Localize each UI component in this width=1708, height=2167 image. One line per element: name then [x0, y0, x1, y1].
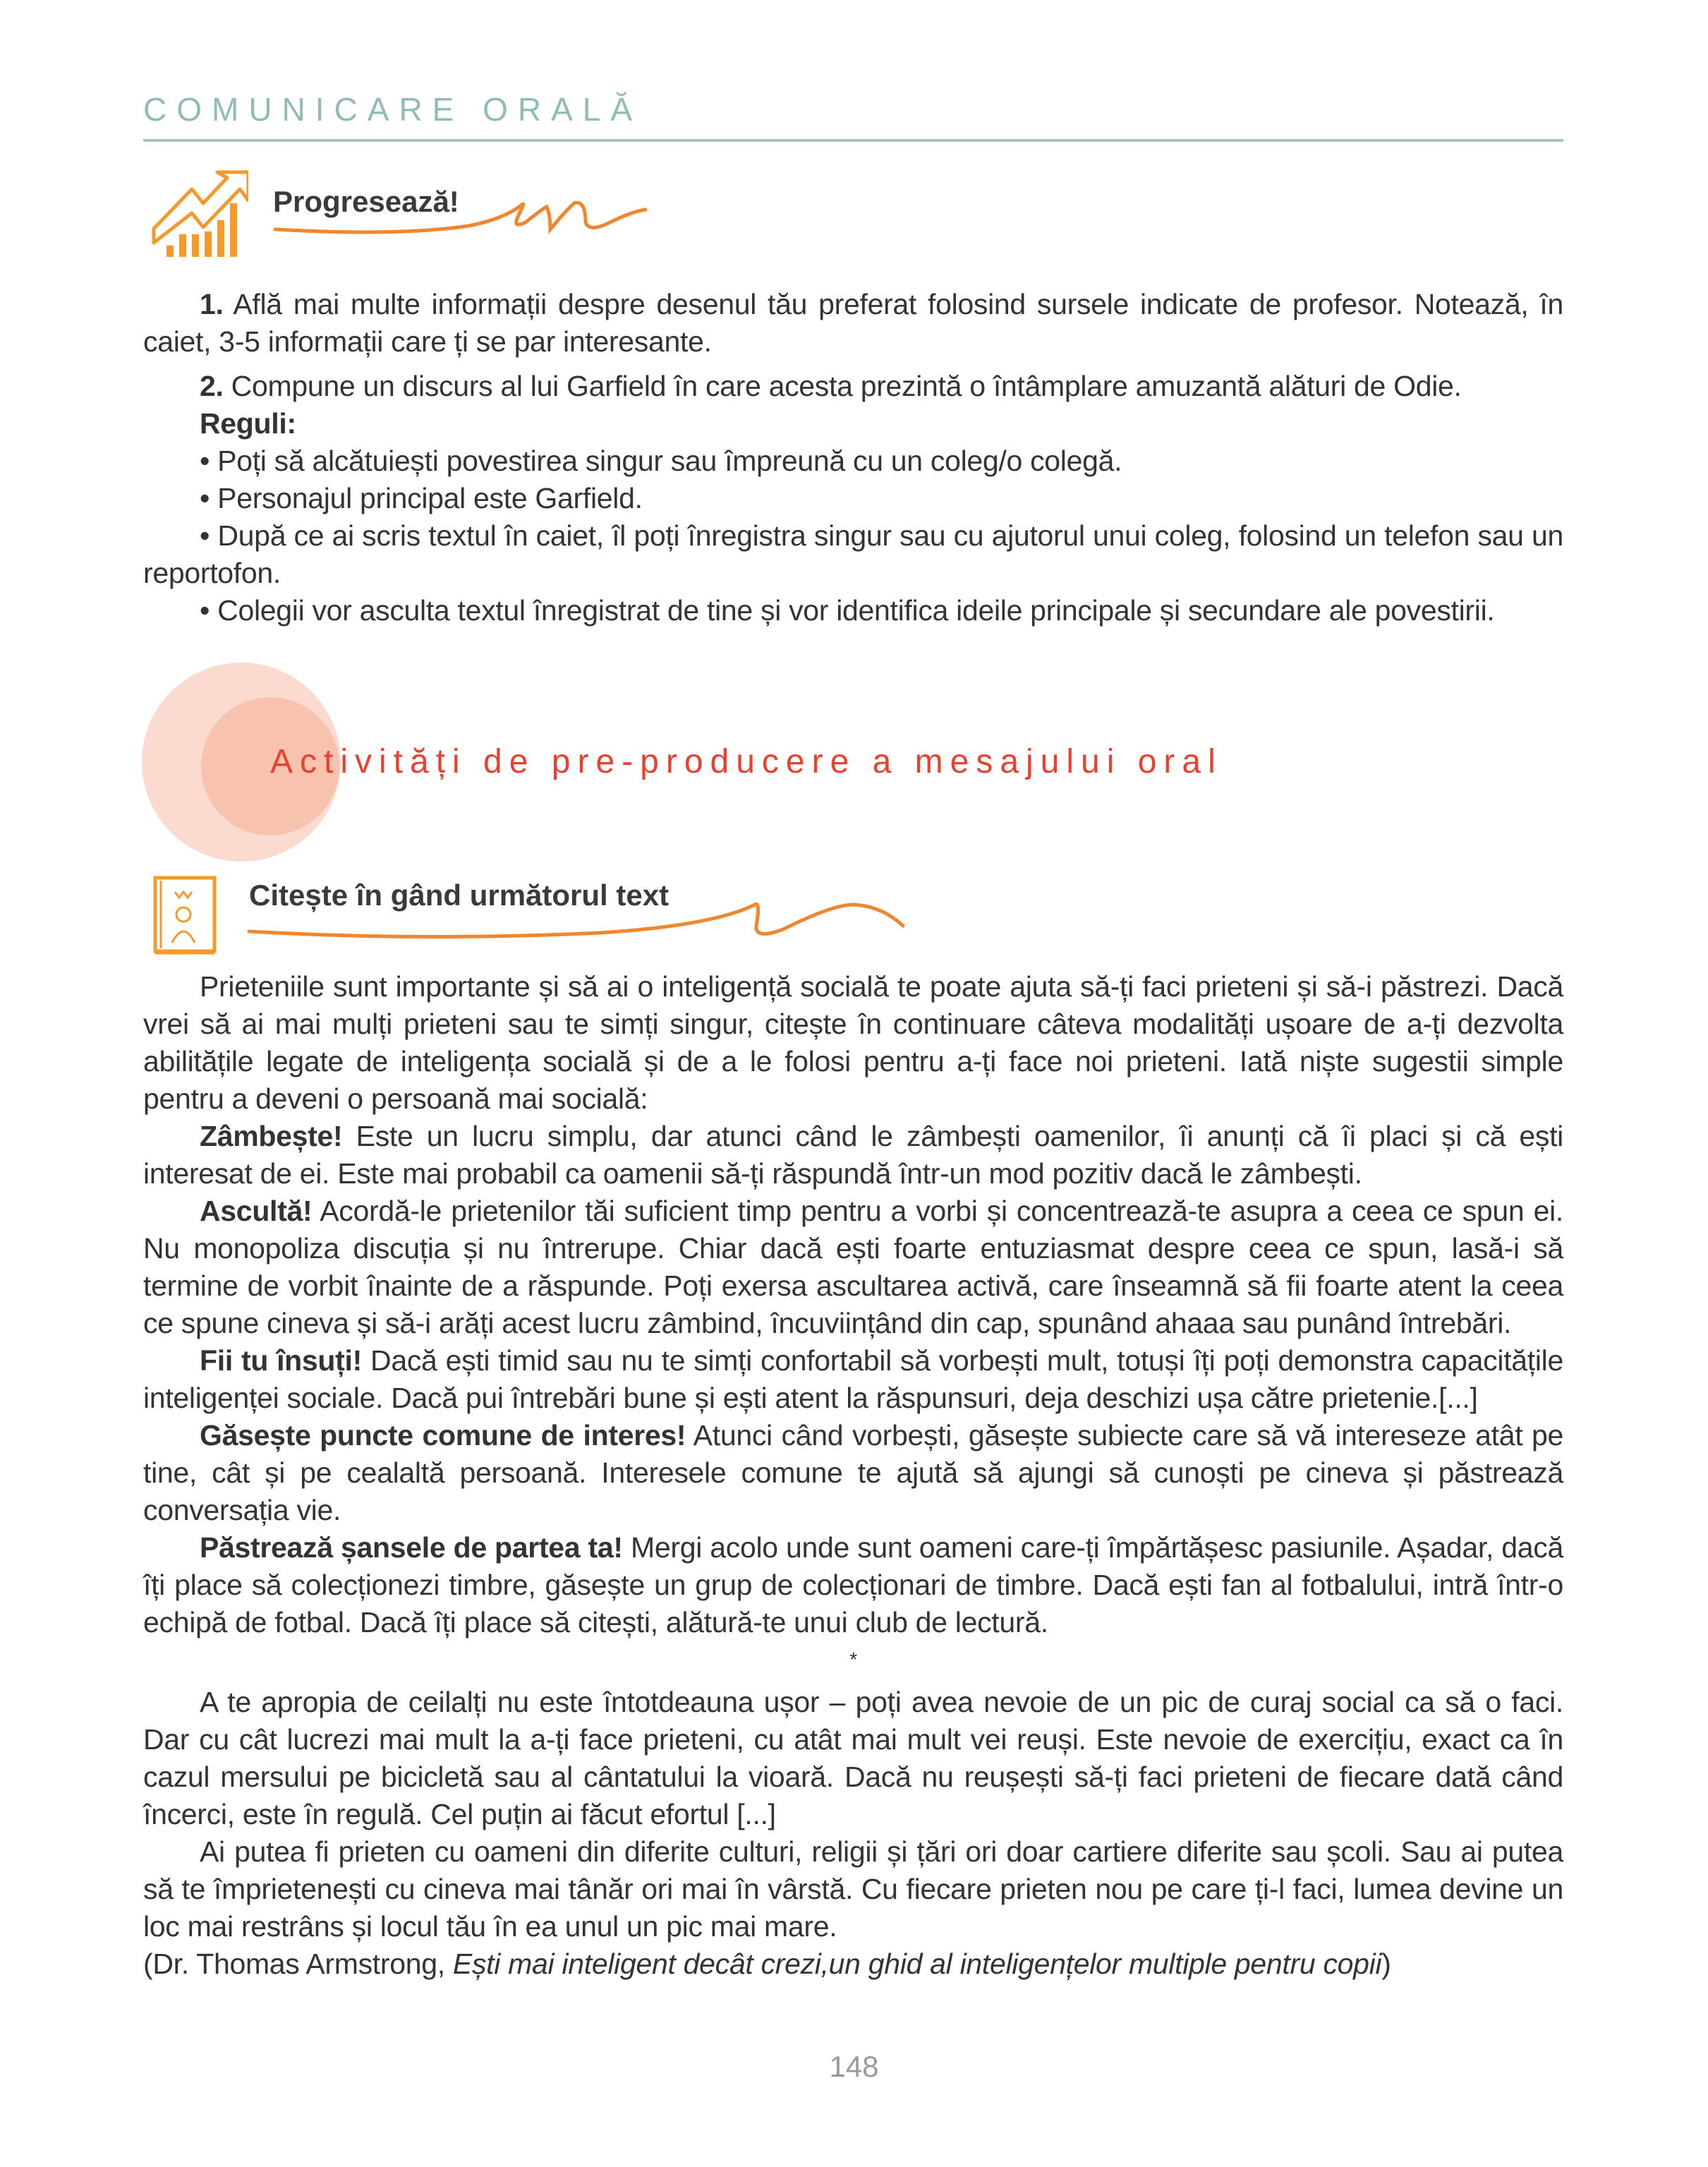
citation-close: ) [1381, 1948, 1391, 1980]
tip-lead: Ascultă! [200, 1195, 313, 1227]
task-number: 1. [200, 288, 224, 320]
task-number: 2. [200, 370, 224, 402]
progreseaza-tasks [143, 286, 1563, 629]
title-underline-swirl [247, 898, 910, 947]
section-separator: * [849, 1648, 857, 1670]
task-1 [143, 286, 1563, 361]
growth-chart-icon [150, 169, 248, 260]
rule-item: • Personajul principal este Garfield. [200, 482, 643, 514]
tip-paragraph [143, 1417, 1563, 1529]
book-icon [152, 875, 220, 957]
tip-lead: Fii tu însuți! [200, 1344, 362, 1377]
tip-lead: Zâmbește! [200, 1120, 343, 1152]
tip-text: Dacă ești timid sau nu te simți confortabil să vorbești mult, totuși îți poți demonstra capacitățile inteligenței sociale. Dacă pui întrebări bune și ești atent la răspunsuri, deja deschizi ușa către prietenie.[...] [143, 1344, 1563, 1414]
tip-text: Atunci când vorbești, găsește subiecte care să vă intereseze atât pe tine, cât și pe cealaltă persoană. Interesele comune te ajută să ajungi să cunoști pe cineva și păstrează conversația vie. [143, 1419, 1563, 1526]
outro-paragraph: Ai putea fi prieten cu oameni din diferite culturi, religii și țări ori doar cartiere diferite sau școli. Sau ai putea să te împrietenești cu cineva mai tânăr ori mai în vârstă. Cu fiecare prieten nou pe care ți-l faci, lumea devine un loc mai restrâns și locul tău în ea unul un pic mai mare. [143, 1835, 1563, 1943]
tip-text: Mergi acolo unde sunt oameni care-ți împărtășesc pasiunile. Așadar, dacă îți place să colecționezi timbre, găsește un grup de colecționari de timbre. Dacă ești fan al fotbalului, intră într-o echipă de fotbal. Dacă îți place să citești, alătură-te unui club de lectură. [143, 1531, 1564, 1638]
tip-paragraph [143, 1118, 1563, 1193]
rules-label [143, 405, 1563, 442]
tip-paragraph [143, 1193, 1563, 1342]
tip-lead: Găsește puncte comune de interes! [200, 1419, 686, 1451]
progreseaza-title: Progresează! [273, 185, 459, 218]
intro-paragraph: Prieteniile sunt importante și să ai o inteligență socială te poate ajuta să-ți faci prieteni și să-i păstrezi. Dacă vrei să ai mai mulți prieteni sau te simți singur, citește în continuare câteva modalități ușoare de a-ți dezvolta abilitățile legate de inteligența socială și de a le folosi pentru a-ți face noi prieteni. Iată niște sugestii simple pentru a deveni o persoană mai socială: [143, 970, 1563, 1115]
section-heading: Activități de pre-producere a mesajului oral [270, 743, 1223, 780]
citation-author: (Dr. Thomas Armstrong, [143, 1948, 453, 1980]
rule-item: • Colegii vor asculta textul înregistrat de tine și vor identifica ideile principale și secundare ale povestirii. [200, 594, 1495, 627]
tip-lead: Păstrează șansele de partea ta! [200, 1531, 623, 1564]
chapter-header: COMUNICARE ORALĂ [143, 91, 643, 128]
header-divider [143, 139, 1563, 142]
reading-text [143, 968, 1563, 1983]
tip-text: Este un lucru simplu, dar atunci când le zâmbești oamenilor, îi anunți că îi placi și că ești interesat de ei. Este mai probabil ca oamenii să-ți răspundă într-un mod pozitiv dacă le zâmbești. [143, 1120, 1563, 1190]
citation-book-title: Ești mai inteligent decât crezi,un ghid al inteligențelor multiple pentru copii [452, 1948, 1382, 1980]
citation [143, 1945, 1563, 1983]
rules-label-text: Reguli: [200, 407, 296, 440]
tip-paragraph [143, 1342, 1563, 1417]
rule-item: • După ce ai scris textul în caiet, îl poți înregistra singur sau cu ajutorul unui coleg, folosind un telefon sau un reportofon. [143, 519, 1563, 589]
task-2 [143, 368, 1563, 405]
rule-item: • Poți să alcătuiești povestirea singur sau împreună cu un coleg/o colegă. [200, 445, 1122, 477]
page-number: 148 [829, 2050, 879, 2083]
reading-title: Citește în gând următorul text [249, 879, 670, 912]
tip-paragraph [143, 1529, 1563, 1641]
tip-text: Acordă-le prietenilor tăi suficient timp pentru a vorbi și concentrează-te asupra a ceea ce spun ei. Nu monopoliza discuția și nu întrerupe. Chiar dacă ești foarte entuziasmat despre ceea ce spun, lasă-i să termine de vorbit înainte de a răspunde. Poți exersa ascultarea activă, care înseamnă să fii foarte atent la ceea ce spune cineva și să-i arăți acest lucru zâmbind, încuviințând din cap, spunând ahaaa sau punând întrebări. [143, 1195, 1563, 1339]
outro-paragraph: A te apropia de ceilalți nu este întotdeauna ușor – poți avea nevoie de un pic de curaj social ca să o faci. Dar cu cât lucrezi mai mult la a-ți face prieteni, cu atât mai mult vei reuși. Este nevoie de exercițiu, exact ca în cazul mersului pe bicicletă sau al cântatului la vioară. Dacă nu reușești să-ți faci prieteni de fiecare dată când încerci, este în regulă. Cel puțin ai făcut efortul [...] [143, 1686, 1563, 1830]
task-text: Află mai multe informații despre desenul tău preferat folosind sursele indicate de profesor. Notează, în caiet, 3-5 informații care ți se par interesante. [143, 288, 1563, 358]
title-underline-swirl [272, 201, 653, 243]
task-text: Compune un discurs al lui Garfield în care acesta prezintă o întâmplare amuzantă alături de Odie. [223, 370, 1462, 402]
